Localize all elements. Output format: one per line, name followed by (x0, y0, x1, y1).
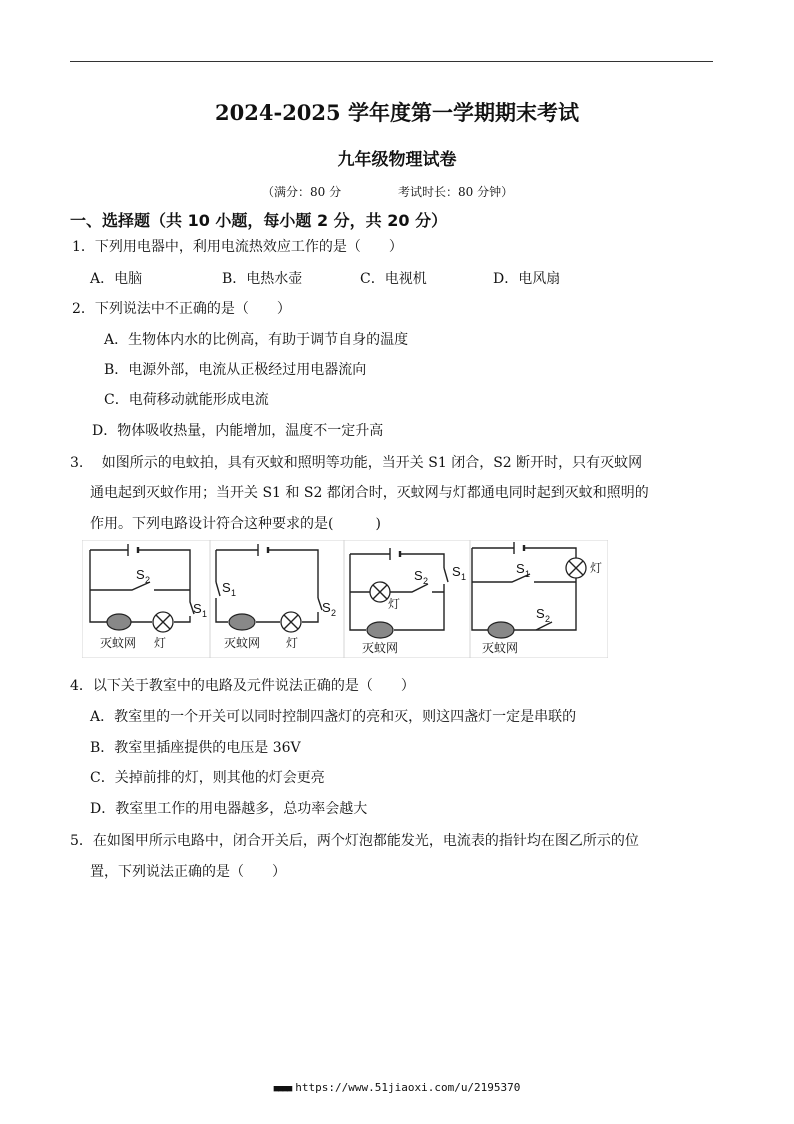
net-symbol (107, 614, 131, 630)
circuit-c (350, 548, 466, 655)
q2-option-d: D．物体吸收热量，内能增加，温度不一定升高 (92, 423, 384, 439)
svg-text:2: 2 (545, 614, 551, 624)
svg-text:2: 2 (423, 576, 429, 586)
c3-lamp-label: 灯 (388, 597, 401, 611)
c3-s2-label: S (414, 568, 423, 583)
c2-s2-label: S (322, 600, 331, 615)
q1-option-c: C．电视机 (360, 271, 427, 287)
circuit-b (216, 544, 336, 650)
q3-line-1: 3. 如图所示的电蚊拍，具有灭蚊和照明等功能，当开关 S1 闭合，S2 断开时，只有灭蚊网 (70, 455, 643, 471)
c4-net-label: 灭蚊网 (482, 641, 519, 655)
c4-s1-label: S (516, 561, 525, 576)
q2-stem: 2．下列说法中不正确的是（ ） (72, 301, 291, 317)
top-rule (70, 61, 713, 62)
section-heading: 一、选择题（共 10 小题，每小题 2 分，共 20 分） (70, 211, 448, 230)
time-note: 考试时长：80 分钟） (398, 185, 514, 199)
q4-option-b: B．教室里插座提供的电压是 36V (90, 740, 301, 756)
svg-text:1: 1 (231, 588, 237, 598)
q1-stem: 1．下列用电器中，利用电流热效应工作的是（ ） (72, 239, 403, 255)
c2-net-label: 灭蚊网 (224, 636, 261, 650)
q1-option-a: A．电脑 (90, 271, 143, 287)
score-note: （满分：80 分 (262, 185, 342, 199)
exam-subtitle: 九年级物理试卷 (337, 150, 457, 170)
c3-net-label: 灭蚊网 (362, 641, 399, 655)
q2-option-c: C．电荷移动就能形成电流 (104, 392, 269, 408)
c1-s2-label: S (136, 567, 145, 582)
q2-option-a: A．生物体内水的比例高，有助于调节自身的温度 (104, 332, 409, 348)
c1-s1-label: S (193, 601, 202, 616)
c2-lamp-label: 灯 (286, 636, 299, 650)
q5-line-1: 5．在如图甲所示电路中，闭合开关后，两个灯泡都能发光，电流表的指针均在图乙所示的位 (70, 833, 639, 849)
q1-option-d: D．电风扇 (493, 271, 561, 287)
svg-text:1: 1 (461, 572, 467, 582)
c3-s1-label: S (452, 564, 461, 579)
q3-circuit-figure (82, 540, 608, 658)
c4-s2-label: S (536, 606, 545, 621)
c4-lamp-label: 灯 (590, 561, 603, 575)
exam-title: 2024-2025 学年度第一学期期末考试 (215, 100, 579, 125)
footer-url[interactable]: https://www.51jiaoxi.com/u/2195370 (295, 1081, 521, 1094)
footer-watermark (0, 1081, 794, 1094)
q2-option-b: B．电源外部，电流从正极经过用电器流向 (104, 362, 367, 378)
c1-lamp-label: 灯 (154, 636, 167, 650)
q5-line-2: 置，下列说法正确的是（ ） (90, 864, 286, 880)
q4-option-c: C．关掉前排的灯，则其他的灯会更亮 (90, 770, 325, 786)
c2-s1-label: S (222, 580, 231, 595)
svg-text:2: 2 (331, 608, 337, 618)
q3-line-2: 通电起到灭蚊作用；当开关 S1 和 S2 都闭合时，灭蚊网与灯都通电同时起到灭蚊和照明的 (90, 485, 649, 501)
svg-text:1: 1 (525, 569, 531, 579)
q1-option-b: B．电热水壶 (222, 271, 303, 287)
q4-option-a: A．教室里的一个开关可以同时控制四盏灯的亮和灭，则这四盏灯一定是串联的 (90, 709, 577, 725)
footer-mark: ■■■■ (273, 1084, 292, 1094)
circuit-d (472, 542, 602, 655)
q3-line-3: 作用。下列电路设计符合这种要求的是( ) (90, 516, 381, 532)
c1-net-label: 灭蚊网 (100, 636, 137, 650)
svg-text:2: 2 (145, 575, 151, 585)
svg-text:1: 1 (202, 609, 208, 619)
q4-option-d: D．教室里工作的用电器越多，总功率会越大 (90, 801, 368, 817)
circuit-a (90, 544, 207, 650)
q4-stem: 4．以下关于教室中的电路及元件说法正确的是（ ） (70, 678, 415, 694)
